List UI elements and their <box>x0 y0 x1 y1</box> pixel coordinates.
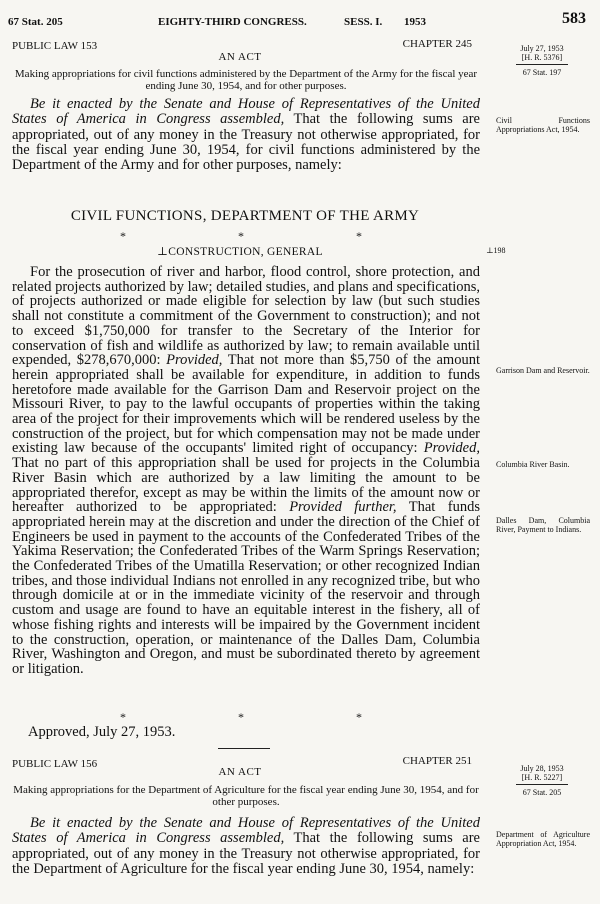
margin-note-page-ref: ⊥198 <box>486 246 506 255</box>
star: * <box>238 229 244 243</box>
margin-stat: 67 Stat. 197 <box>522 67 562 77</box>
paragraph-text: That no part of this appropriation shall be used for projects in the Columbia River Basin which are authorized by a law limiting the amount to be appropriated therefor, except as may be within the limits of the amount now or hereafter authorized to be appropriated: <box>12 455 480 516</box>
star: * <box>120 229 126 243</box>
section-divider <box>218 748 270 749</box>
enacting-clause-text-2: That the following sums are appropriated, out of any money in the Treasury not otherwise appropriated, for the Department of Agriculture for the fiscal year ending June 30, 1954, namely: <box>12 830 480 877</box>
chapter-251: CHAPTER 251 <box>402 755 472 767</box>
enacting-clause-2 <box>12 816 480 877</box>
margin-note-columbia: Columbia River Basin. <box>496 460 570 469</box>
header-stat: 67 Stat. 205 <box>8 16 63 28</box>
proviso: Provided, <box>423 440 480 457</box>
department-heading: CIVIL FUNCTIONS, DEPARTMENT OF THE ARMY <box>70 208 420 224</box>
margin-note-garrison: Garrison Dam and Reservoir. <box>496 366 590 375</box>
margin-date: July 28, 1953 <box>520 764 564 773</box>
an-act-heading-1: AN ACT <box>218 51 262 63</box>
proviso: Provided further, <box>289 499 397 516</box>
an-act-heading-2: AN ACT <box>218 766 262 778</box>
enacting-clause-1 <box>12 97 480 173</box>
margin-note-short-title-1: Civil Functions Appropriations Act, 1954. <box>496 116 590 135</box>
public-law-153: PUBLIC LAW 153 <box>12 40 98 52</box>
approved-date: Approved, July 27, 1953. <box>28 724 176 740</box>
public-law-156: PUBLIC LAW 156 <box>12 758 98 770</box>
enacting-clause-text-1: That the following sums are appropriated, out of any money in the Treasury not otherwise appropriated, for the fiscal year ending June 30, 1954, for civil functions administered by the Department of the Army and for other purposes, namely: <box>12 111 480 174</box>
header-year: 1953 <box>404 16 426 28</box>
paragraph-text: That not more than $5,750 of the amount herein appropriated shall be available for expenditure, in addition to funds heretofore made available for the Garrison Dam and Reservoir project on the Missouri River, to pay to the lawful occupants of properties within the taking area of the project for their improvements which will be rendered useless by the construction of the project, but for which compensation may not be made under existing law because of the occupants' limited right of occupancy: <box>12 352 480 457</box>
margin-bill: [H. R. 5376] <box>516 53 568 64</box>
sub-heading-text: CONSTRUCTION, GENERAL <box>168 246 323 258</box>
margin-stat: 67 Stat. 205 <box>522 787 562 797</box>
act-purpose-2: Making appropriations for the Department of Agriculture for the fiscal year ending June 30, 1954, and for other purposes. <box>13 784 479 808</box>
page-break-mark: ⊥ <box>157 246 169 258</box>
enacting-clause-italic-2: Be it enacted by the Senate and House of Representatives of the United States of America in Congress assembled, <box>12 815 480 847</box>
margin-note-dalles: Dalles Dam, Columbia River, Payment to Indians. <box>496 516 590 535</box>
chapter-245: CHAPTER 245 <box>402 38 472 50</box>
margin-note-bill-2 <box>492 764 592 797</box>
proviso: Provided, <box>166 352 223 369</box>
paragraph-text: That funds appropriated herein may at the discretion and under the direction of the Chief of Engineers be used in payment to the accounts of the Confederated Tribes of the Yakima Reservation; the Confederated Tribes of the Warm Springs Reservation; the Confederated Tribes of the Umatilla Reservation; or other recognized Indian tribes, and those individual Indians not enrolled in any recognized tribe, but who through domicile at or in the immediate vicinity of the reservoir and through custom and usage are found to have an equitable interest in the fishery, all of whose fishing rights and interests will be impaired by the Government incident to the construction, operation, or maintenance of the Dalles Dam, Columbia River, Washington and Oregon, and must be subordinated thereto by agreement or litigation. <box>12 499 480 677</box>
margin-note-bill-1 <box>492 44 592 77</box>
margin-note-short-title-2: Department of Agriculture Appropriation Act, 1954. <box>496 830 590 849</box>
margin-date: July 27, 1953 <box>520 44 564 53</box>
star: * <box>238 710 244 724</box>
star: * <box>120 710 126 724</box>
enacting-clause-italic-1: Be it enacted by the Senate and House of Representatives of the United States of America in Congress assembled, <box>12 96 480 128</box>
page-number: 583 <box>562 10 586 27</box>
paragraph-text: For the prosecution of river and harbor, flood control, shore protection, and related projects authorized by law; detailed studies, and plans and specifications, of projects authorized or made eligible for selection by law (but such studies shall not constitute a commitment of the Government to construction); and not to exceed $1,750,000 for transfer to the Secretary of the Interior for conservation of fish and wildlife as authorized by law; to remain available until expended, $278,670,000: <box>12 264 480 369</box>
star: * <box>356 710 362 724</box>
act-purpose-1: Making appropriations for civil functions administered by the Department of the Army for the fiscal year ending June 30, 1954, and for other purposes. <box>14 68 478 92</box>
construction-paragraph <box>12 265 480 677</box>
header-running-title: EIGHTY-THIRD CONGRESS. <box>158 16 307 28</box>
margin-bill: [H. R. 5227] <box>516 773 568 784</box>
header-session: SESS. I. <box>344 16 383 28</box>
sub-heading-construction <box>0 244 480 258</box>
star: * <box>356 229 362 243</box>
